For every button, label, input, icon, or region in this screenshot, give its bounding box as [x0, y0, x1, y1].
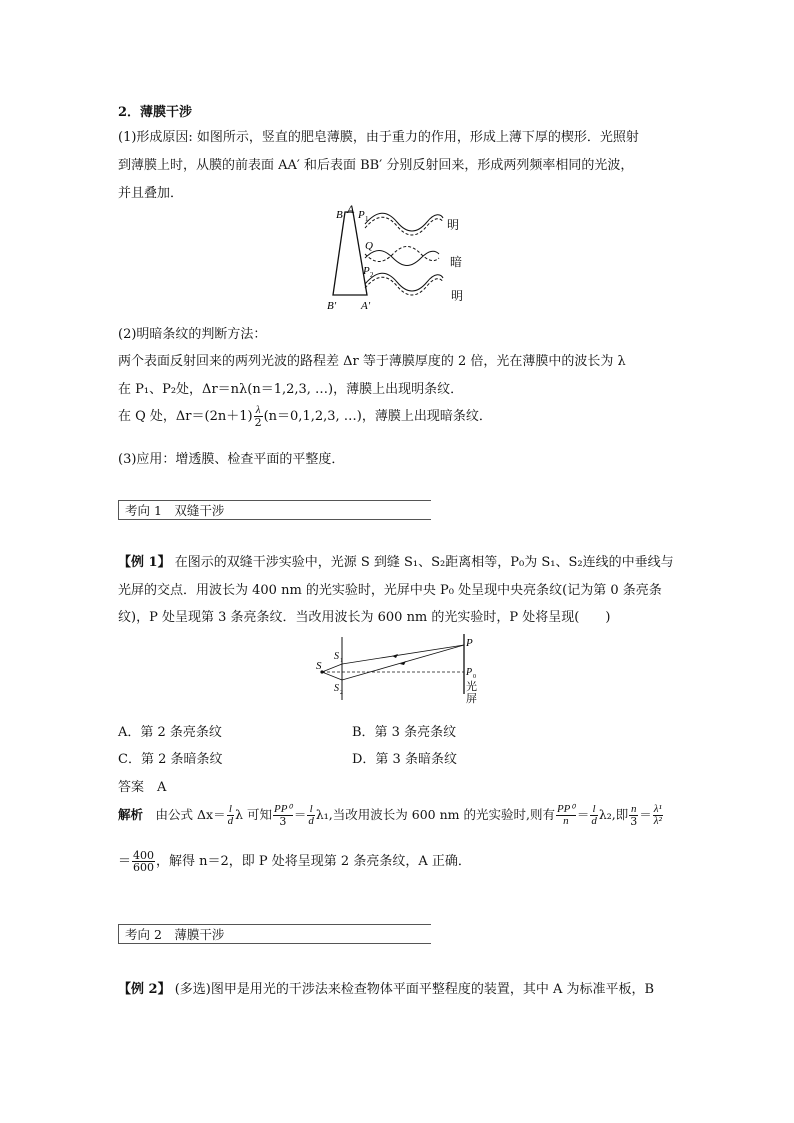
example-line: 光屏的交点．用波长为 400 nm 的光实验时，光屏中央 P₀ 处呈现中央亮条纹(记为第 0 条亮条	[118, 583, 662, 598]
label-P0: P	[466, 667, 473, 678]
denominator: d	[591, 815, 597, 827]
paragraph-line	[118, 405, 492, 428]
label-dark: 暗	[450, 255, 463, 269]
label-P: P	[466, 637, 473, 649]
fraction	[132, 850, 155, 873]
label-screen-1: 光	[466, 681, 477, 693]
text: 在 Q 处，Δr＝(2n＋1)	[118, 409, 253, 424]
text: λ₁,当改用波长为 600 nm 的光实验时,则有	[315, 807, 555, 822]
numerator: l	[307, 804, 315, 816]
label-S2: S	[334, 683, 339, 694]
topic-label: 考向 1 双缝干涉	[125, 503, 225, 518]
denominator: 3	[279, 815, 287, 828]
fraction	[653, 804, 663, 827]
text: 由公式 Δx＝	[155, 807, 226, 822]
fraction	[307, 804, 315, 827]
option-b: B．第 3 条亮条纹	[352, 725, 457, 740]
fraction	[227, 804, 235, 827]
numerator: PP⁰	[274, 803, 292, 815]
label-S: S	[316, 660, 322, 672]
topic-label: 考向 2 薄膜干涉	[125, 927, 225, 942]
answer-value: A	[157, 780, 167, 795]
fraction	[254, 405, 263, 428]
numerator: l	[590, 804, 598, 816]
option-a: A．第 2 条亮条纹	[118, 725, 222, 740]
option-c: C．第 2 条暗条纹	[118, 752, 223, 767]
text: ，解得 n＝2，即 P 处将呈现第 2 条亮条纹，A 正确．	[156, 854, 471, 869]
text: λ 可知	[235, 807, 272, 822]
numerator: λ¹	[653, 803, 662, 815]
numerator: l	[227, 804, 235, 816]
label-P0-sub: 0	[473, 674, 476, 680]
ray-s-s1	[322, 664, 342, 672]
answer-label: 答案	[118, 780, 145, 795]
label-P2: P	[363, 265, 370, 277]
soap-film-figure	[325, 200, 485, 315]
answer-line	[118, 776, 166, 795]
label-P1: P	[358, 209, 365, 221]
fraction	[556, 804, 576, 827]
paragraph-line: 两个表面反射回来的两列光波的路程差 Δr 等于薄膜厚度的 2 倍，光在薄膜中的波长为 λ	[118, 354, 626, 369]
wave-bright-2b	[365, 277, 443, 295]
label-B: B	[336, 209, 343, 221]
paragraph-line: 到薄膜上时，从膜的前表面 AA′ 和后表面 BB′ 分别反射回来，形成两列频率相同的光波，	[118, 158, 634, 173]
text: ＝	[118, 854, 132, 869]
example-tag: 【例 2】	[118, 982, 171, 997]
fraction	[629, 804, 638, 827]
paragraph-line: (1)形成原因: 如图所示，竖直的肥皂薄膜，由于重力的作用，形成上薄下厚的楔形．光照射	[118, 130, 639, 145]
label-Q: Q	[365, 240, 373, 252]
paragraph-line: (3)应用：增透膜、检查平面的平整度．	[118, 452, 345, 467]
label-P1-sub: 1	[365, 215, 369, 223]
ray-s-s2	[322, 672, 342, 680]
example-line	[118, 551, 674, 570]
topic-box-1	[118, 500, 431, 520]
film-wedge	[333, 212, 367, 295]
label-screen-2: 屏	[466, 693, 477, 704]
ray-s1-p	[342, 645, 464, 664]
wave-dark-b	[365, 247, 439, 262]
numerator: 400	[133, 849, 155, 862]
example-tag: 【例 1】	[118, 555, 171, 570]
solution-line-2	[118, 850, 471, 873]
topic-box-2	[118, 924, 431, 944]
denominator: n	[563, 815, 569, 827]
wave-dark-a	[365, 251, 439, 266]
denominator: 2	[254, 416, 262, 429]
label-S2-sub: 2	[340, 690, 343, 696]
label-B-prime: B′	[327, 300, 337, 312]
denominator: 3	[630, 815, 638, 828]
option-d: D．第 3 条暗条纹	[352, 752, 457, 767]
label-bright-1: 明	[447, 218, 460, 232]
double-slit-figure	[312, 632, 487, 704]
paragraph-line: 并且叠加．	[118, 186, 184, 201]
solution-label: 解析	[118, 807, 144, 822]
paragraph-line: (2)明暗条纹的判断方法：	[118, 327, 267, 342]
example-line	[118, 978, 654, 997]
numerator: PP⁰	[556, 803, 575, 815]
numerator: λ	[254, 405, 263, 417]
label-A: A	[347, 202, 355, 216]
denominator: λ²	[653, 815, 662, 827]
numerator: n	[631, 803, 637, 815]
text: 在图示的双缝干涉实验中，光源 S 到缝 S₁、S₂距离相等，P₀为 S₁、S₂连线的中垂线与	[174, 555, 674, 570]
label-bright-2: 明	[451, 289, 464, 303]
label-A-prime: A′	[361, 300, 371, 312]
label-P2-sub: 2	[370, 271, 374, 279]
solution-line-1: 解析 由公式 Δx＝ $\frac{l}{d}$ λ 可知 $\frac{\text{PP⁰}}{3}$ ＝ $\frac{l}{d}$ λ₁,当改用波长为 600 nm 的光实验时,则有 $\frac{\text{PP⁰}}{n}$ ＝ $\frac{l}{d}$ λ₂,即 $\frac{n}{3}$ ＝ $\frac{\text{λ¹}}{\text{λ²}}$	[118, 803, 662, 828]
denominator: 600	[133, 861, 155, 874]
label-S1: S	[334, 651, 339, 662]
fraction	[590, 804, 598, 827]
label-S1-sub: 1	[340, 658, 343, 664]
wave-bright-1b	[365, 217, 443, 235]
arrow-1	[392, 654, 398, 658]
denominator: d	[308, 815, 314, 827]
text: λ₂,即	[598, 807, 629, 822]
section-title: 2．薄膜干涉	[118, 105, 193, 120]
fraction	[273, 804, 293, 827]
example-line: 纹)，P 处呈现第 3 条亮条纹．当改用波长为 600 nm 的光实验时，P 处将呈现( )	[118, 610, 611, 625]
denominator: d	[227, 815, 234, 827]
paragraph-line: 在 P₁、P₂处，Δr＝nλ(n＝1,2,3, …)，薄膜上出现明条纹．	[118, 382, 464, 397]
text: (n＝0,1,2,3, …)，薄膜上出现暗条纹．	[263, 409, 492, 424]
text: (多选)图甲是用光的干涉法来检查物体平面平整程度的装置，其中 A 为标准平板，B	[174, 982, 655, 997]
